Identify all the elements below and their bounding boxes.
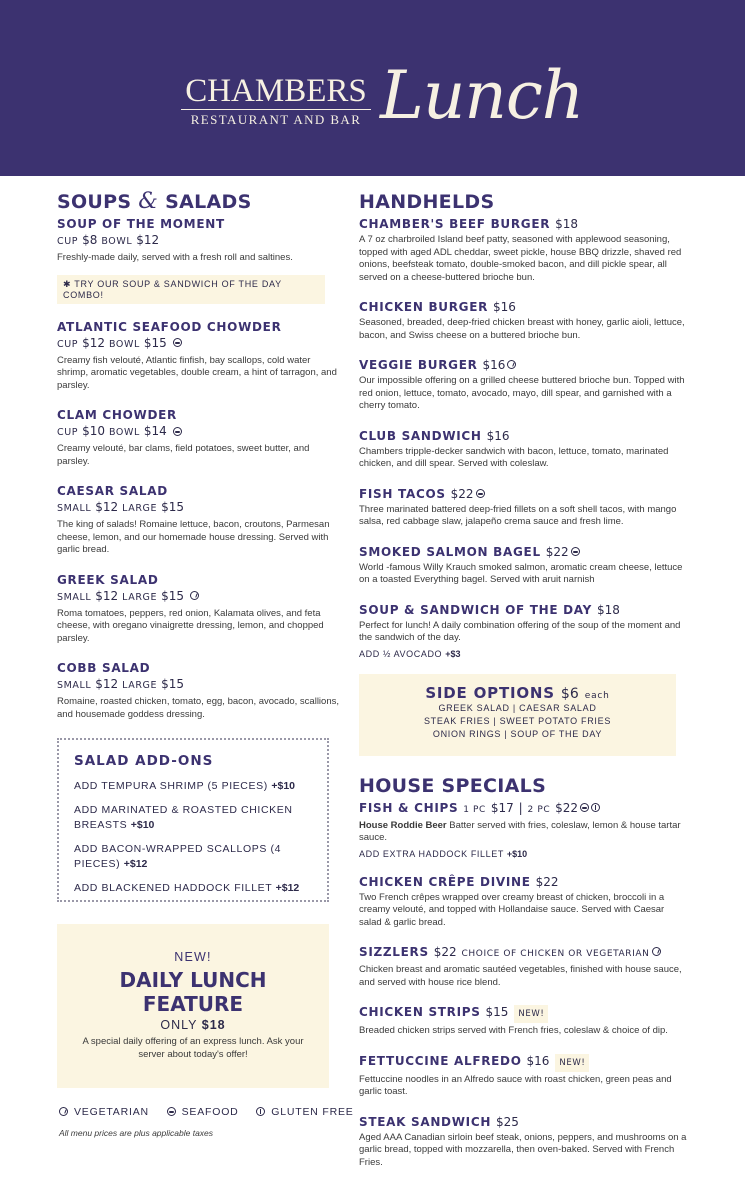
- brand-name: CHAMBERS: [185, 73, 367, 109]
- size-price: $12: [136, 233, 160, 247]
- item-name: VEGGIE BURGER: [359, 358, 478, 372]
- section-title-part: SALADS: [165, 191, 252, 213]
- addon-row: [74, 779, 313, 794]
- addon-label: ADD ½ AVOCADO: [359, 648, 443, 659]
- sides-line: GREEK SALAD | CAESAR SALAD: [438, 702, 597, 713]
- item-description-text: Batter served with fries, coleslaw, lemon & house tartar sauce.: [359, 819, 681, 843]
- item-name: STEAK SANDWICH: [359, 1114, 492, 1129]
- menu-item: [359, 299, 689, 342]
- sides-line: ONION RINGS | SOUP OF THE DAY: [432, 728, 603, 739]
- item-name-line: [359, 602, 689, 618]
- item-description: Fettuccine noodles in an Alfredo sauce with roast chicken, green peas and garlic toast.: [359, 1073, 672, 1097]
- item-name: FETTUCCINE ALFREDO: [359, 1053, 522, 1068]
- taxes-note: All menu prices are plus applicable taxes: [59, 1128, 214, 1138]
- daily-feature-box: [57, 924, 329, 1088]
- seafood-icon: [571, 547, 580, 556]
- item-name-line: [359, 299, 689, 315]
- size-price: $12: [95, 500, 119, 514]
- addon-price: +$10: [130, 819, 155, 831]
- item-name-line: [359, 216, 689, 232]
- addons-title: SALAD ADD-ONS: [74, 753, 214, 769]
- feature-title-line: FEATURE: [142, 992, 244, 1016]
- size-label: CUP: [57, 427, 79, 438]
- addon-price: +$10: [506, 848, 528, 859]
- item-description: Creamy fish velouté, Atlantic finfish, bay scallops, cold water shrimp, aromatic vegetables, double cream, a hint of tarragon, and parsley.: [57, 354, 337, 391]
- size-price: $15: [143, 335, 167, 350]
- item-note: CHOICE OF CHICKEN OR VEGETARIAN: [461, 949, 650, 959]
- sides-each: each: [584, 690, 610, 701]
- addon-label: ADD BACON-WRAPPED SCALLOPS (4 PIECES): [74, 843, 282, 870]
- item-sizes: [57, 335, 339, 353]
- seafood-icon: [167, 1107, 176, 1116]
- menu-item: [359, 486, 689, 529]
- item-description: Our impossible offering on a grilled cheese buttered brioche bun. Topped with red onion, lettuce, tomato, avocado, mayo, dill spear, and garnished with a cherry tomato.: [359, 375, 685, 411]
- size-label: SMALL: [57, 503, 92, 514]
- item-description: Roma tomatoes, peppers, red onion, Kalamata olives, and feta cheese, with oregano vinaigrette dressing, lemon, and chopped parsley.: [57, 607, 324, 644]
- size-price: $12: [82, 335, 105, 350]
- item-price: $16: [492, 300, 516, 314]
- piece-label: 1 PC: [463, 804, 486, 815]
- feature-title: [57, 968, 329, 1016]
- menu-item: [359, 357, 689, 413]
- feature-price: $18: [201, 1018, 226, 1032]
- house-specials-title: HOUSE SPECIALS: [359, 774, 547, 797]
- price-separator: |: [518, 800, 523, 815]
- size-label: BOWL: [101, 236, 133, 247]
- vegetarian-icon: [190, 591, 199, 600]
- item-name-line: [359, 1053, 689, 1072]
- menu-item: [359, 874, 689, 930]
- item-addon: [359, 649, 689, 659]
- menu-item: [57, 660, 339, 721]
- menu-item: [359, 602, 689, 659]
- item-price: $17: [490, 800, 514, 815]
- feature-title-line: DAILY LUNCH: [119, 968, 267, 992]
- item-name-line: [359, 1114, 689, 1130]
- size-price: $12: [95, 588, 119, 603]
- item-price: $16: [482, 358, 506, 372]
- menu-item: [57, 572, 339, 646]
- size-price: $14: [143, 424, 167, 438]
- item-name-line: [359, 428, 689, 444]
- item-name: CHAMBER'S BEEF BURGER: [359, 217, 551, 231]
- item-name: CHICKEN BURGER: [359, 300, 489, 314]
- feature-new-label: NEW!: [174, 950, 212, 964]
- menu-header: [0, 0, 745, 176]
- legend-gluten-free: [254, 1106, 353, 1118]
- gluten-free-icon: [591, 803, 600, 812]
- menu-item: [359, 944, 689, 989]
- item-name: FISH & CHIPS: [359, 800, 459, 815]
- vegetarian-icon: [59, 1107, 68, 1116]
- section-title: [57, 188, 339, 216]
- seafood-icon: [580, 803, 589, 812]
- item-price: $18: [555, 217, 578, 231]
- size-label: SMALL: [57, 591, 92, 603]
- item-name: SOUP & SANDWICH OF THE DAY: [359, 602, 593, 617]
- item-price: $25: [495, 1114, 519, 1129]
- item-description: [359, 820, 689, 845]
- item-name: COBB SALAD: [57, 661, 151, 675]
- item-name: CAESAR SALAD: [57, 484, 168, 498]
- item-sizes: [57, 232, 339, 250]
- addon-label: ADD EXTRA HADDOCK FILLET: [359, 848, 504, 859]
- item-price: $16: [526, 1053, 550, 1068]
- item-name-line: [359, 544, 689, 560]
- item-name-line: [359, 1004, 689, 1023]
- size-price: $15: [161, 677, 184, 691]
- item-description: Two French crêpes wrapped over creamy breast of chicken, broccoli in a creamy velouté, and topped with Hollandaise sauce. Served with Caesar salad & garlic bread.: [359, 891, 665, 928]
- item-price: $22: [545, 544, 569, 559]
- menu-item: [359, 1004, 689, 1038]
- menu-item: [359, 800, 689, 859]
- item-name: CHICKEN CRÊPE DIVINE: [359, 874, 531, 889]
- soups-salads-section: [57, 188, 339, 736]
- item-description: The king of salads! Romaine lettuce, bacon, croutons, Parmesan cheese, lemon, and our homemade house dressing. Served with garlic bread.: [57, 519, 330, 555]
- item-description: Chicken breast and aromatic sautéed vegetables, finished with house sauce, and served with house rice blend.: [359, 964, 682, 988]
- item-price: $22: [555, 800, 579, 815]
- item-name-line: [359, 944, 689, 962]
- item-name-line: [359, 800, 689, 818]
- side-options-box: [359, 674, 676, 756]
- sides-title-line: [359, 684, 676, 702]
- size-price: $15: [161, 588, 184, 603]
- menu-item: [359, 1053, 689, 1099]
- legend-label: VEGETARIAN: [74, 1106, 149, 1118]
- item-name: CLAM CHOWDER: [57, 408, 177, 422]
- addon-price: +$12: [123, 858, 148, 870]
- addon-price: +$10: [271, 780, 295, 792]
- item-description: Romaine, roasted chicken, tomato, egg, bacon, avocado, scallions, and housemade goddess dressing.: [57, 696, 339, 720]
- legend-vegetarian: [57, 1106, 149, 1118]
- menu-item: [359, 428, 689, 471]
- piece-label: 2 PC: [527, 804, 551, 815]
- item-description-bold: House Roddie Beer: [359, 819, 447, 831]
- size-label: CUP: [57, 236, 79, 247]
- item-description: Creamy velouté, bar clams, field potatoes, sweet butter, and parsley.: [57, 443, 310, 467]
- size-price: $15: [161, 500, 184, 514]
- combo-note: ✱ TRY OUR SOUP & SANDWICH OF THE DAY COMBO!: [57, 275, 325, 304]
- addon-row: [74, 881, 313, 896]
- brand-divider: [181, 109, 371, 110]
- feature-only: ONLY: [160, 1018, 198, 1032]
- item-description: Breaded chicken strips served with French fries, coleslaw & choice of dip.: [359, 1025, 668, 1036]
- addon-row: [74, 842, 313, 872]
- menu-title: Lunch: [380, 57, 584, 134]
- size-label: BOWL: [108, 338, 140, 350]
- seafood-icon: [173, 338, 182, 347]
- item-price: $22: [450, 486, 474, 501]
- item-description: World -famous Willy Krauch smoked salmon, aromatic cream cheese, lettuce on a toasted Everything bagel. Served with aruit narnish: [359, 561, 683, 585]
- item-price: $22: [433, 945, 457, 959]
- menu-item: [57, 407, 339, 468]
- brand-logo: [180, 74, 372, 128]
- vegetarian-icon: [507, 360, 516, 369]
- feature-description: A special daily offering of an express lunch. Ask your server about today's offer!: [82, 1036, 304, 1060]
- sides-price: $6: [560, 685, 579, 702]
- size-label: LARGE: [122, 680, 158, 691]
- item-sizes: [57, 423, 339, 441]
- item-description: Aged AAA Canadian sirloin beef steak, onions, peppers, and mushrooms on a garlic bread, topped with mozzarella, then oven-baked. Served with French Fries.: [359, 1131, 687, 1168]
- item-name: CHICKEN STRIPS: [359, 1005, 481, 1019]
- addon-price: +$3: [445, 648, 461, 659]
- size-price: $8: [82, 233, 98, 247]
- size-label: CUP: [57, 338, 79, 350]
- item-description: Seasoned, breaded, deep-fried chicken breast with honey, garlic aioli, lettuce, bacon, and Swiss cheese on a buttered brioche bun.: [359, 317, 685, 341]
- addon-label: ADD BLACKENED HADDOCK FILLET: [74, 882, 273, 894]
- item-description: Chambers tripple-decker sandwich with bacon, lettuce, tomato, marinated chicken, and dill spear. Served with coleslaw.: [359, 445, 669, 469]
- gluten-free-icon: [256, 1107, 265, 1116]
- legend-label: SEAFOOD: [181, 1106, 239, 1118]
- legend-label: GLUTEN FREE: [271, 1106, 354, 1118]
- item-sizes: [57, 499, 339, 517]
- menu-item: [57, 483, 339, 557]
- section-title-part: SOUPS: [57, 191, 132, 213]
- feature-price-line: [57, 1018, 329, 1032]
- item-name: CLUB SANDWICH: [359, 428, 482, 443]
- item-description: Three marinated battered deep-fried fillets on a soft shell tacos, with mango salsa, red cabbage slaw, jalapeño crema sauce and fresh lime.: [359, 503, 677, 527]
- size-label: SMALL: [57, 680, 92, 691]
- addon-row: [74, 803, 313, 833]
- size-label: BOWL: [108, 427, 140, 438]
- item-name: SOUP OF THE MOMENT: [57, 217, 225, 231]
- sides-title: SIDE OPTIONS: [425, 683, 555, 702]
- addon-label: ADD MARINATED & ROASTED CHICKEN BREASTS: [74, 804, 293, 831]
- salad-addons-box: [57, 738, 329, 902]
- item-price: $18: [596, 602, 620, 617]
- addon-price: +$12: [275, 882, 300, 894]
- handhelds-title: HANDHELDS: [359, 191, 495, 213]
- item-name: GREEK SALAD: [57, 572, 159, 587]
- item-price: $16: [486, 428, 510, 443]
- item-description: Perfect for lunch! A daily combination offering of the soup of the moment and the sandwich of the day.: [359, 619, 681, 643]
- size-price: $12: [95, 677, 119, 691]
- item-name: FISH TACOS: [359, 486, 446, 501]
- item-sizes: [57, 588, 339, 606]
- item-name-line: [359, 486, 689, 502]
- item-name: ATLANTIC SEAFOOD CHOWDER: [57, 319, 282, 334]
- right-column: [359, 188, 689, 1184]
- item-price: $15: [485, 1005, 509, 1019]
- menu-item: [57, 216, 339, 304]
- addon-label: ADD TEMPURA SHRIMP (5 PIECES): [74, 780, 268, 792]
- section-title-amp: &: [138, 189, 159, 214]
- new-badge: NEW!: [514, 1005, 548, 1023]
- legend-seafood: [165, 1106, 239, 1118]
- item-name-line: [359, 357, 689, 373]
- sides-line: STEAK FRIES | SWEET POTATO FRIES: [423, 715, 612, 726]
- item-name: SIZZLERS: [359, 945, 429, 959]
- size-label: LARGE: [122, 503, 158, 514]
- menu-item: [359, 216, 689, 284]
- menu-item: [359, 544, 689, 587]
- size-label: LARGE: [122, 591, 158, 603]
- item-name-line: [359, 874, 689, 890]
- brand-subtitle: RESTAURANT AND BAR: [190, 112, 362, 127]
- item-description: A 7 oz charbroiled Island beef patty, seasoned with applewood seasoning, topped with aged ADL cheddar, sweet pickle, house BBQ drizzle, shaved red onions, beefsteak tomato, double-smoked bacon, and dill pickle spear, all served on a cheese-buttered brioche bun.: [359, 234, 682, 283]
- item-name: SMOKED SALMON BAGEL: [359, 544, 541, 559]
- vegetarian-icon: [652, 947, 661, 956]
- size-price: $10: [82, 424, 105, 438]
- item-description: Freshly-made daily, served with a fresh roll and saltines.: [57, 252, 293, 263]
- seafood-icon: [173, 427, 182, 436]
- item-sizes: [57, 676, 339, 694]
- new-badge: NEW!: [555, 1054, 589, 1072]
- menu-item: [57, 319, 339, 393]
- seafood-icon: [476, 489, 485, 498]
- diet-legend: [57, 1106, 366, 1118]
- item-addon: [359, 849, 689, 859]
- item-price: $22: [535, 874, 559, 889]
- menu-item: [359, 1114, 689, 1170]
